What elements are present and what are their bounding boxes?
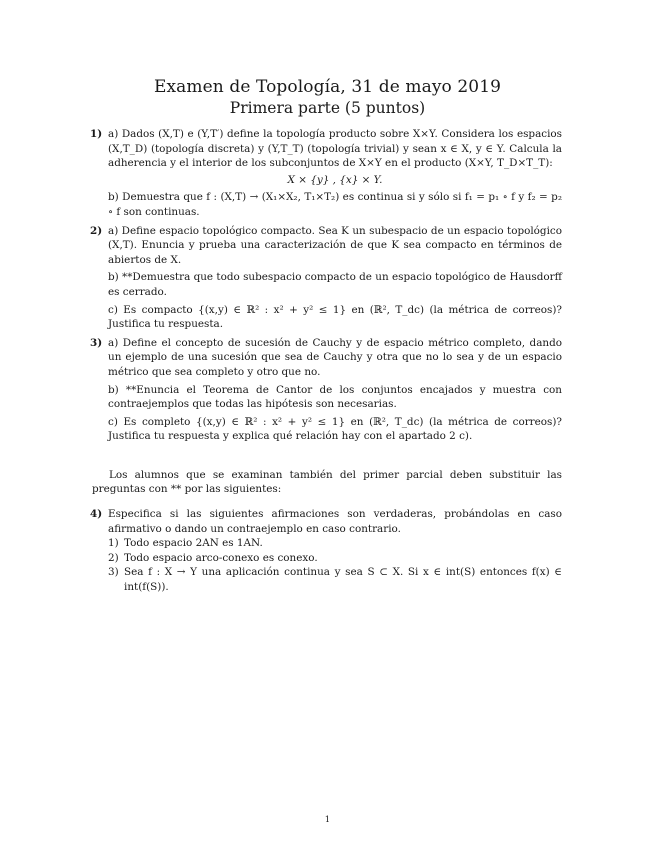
page-title: Examen de Topología, 31 de mayo 2019 <box>153 77 502 97</box>
statement-text: Todo espacio arco-conexo es conexo. <box>124 551 318 564</box>
exam-content <box>92 127 562 595</box>
question-1b: b) Demuestra que f : (X,T) → (X₁×X₂, T₁×T₂) es continua si y sólo si f₁ = p₁ ∘ f y f₂ = p₂ ∘ f son continuas. <box>108 191 562 218</box>
question-number: 4) <box>90 508 103 521</box>
statement-item <box>108 536 562 551</box>
question-number: 3) <box>90 336 103 349</box>
statement-item <box>108 565 562 594</box>
question-3b: b) **Enuncia el Teorema de Cantor de los conjuntos encajados y muestra con contraejemplos que todas las hipótesis son necesarias. <box>108 383 562 411</box>
question-number: 2) <box>90 224 103 237</box>
statement-item <box>108 551 562 566</box>
spacer <box>92 497 562 507</box>
formula-subsets: X × {y} , {x} × Y. <box>287 173 383 186</box>
question-3c: c) Es completo {(x,y) ∈ ℝ² : x² + y² ≤ 1} en (ℝ², T_dc) (la métrica de correos)? Justifica tu respuesta y explica qué relación hay con el apartado 2 c). <box>108 415 562 443</box>
page-number: 1 <box>324 815 331 825</box>
question-2c: c) Es compacto {(x,y) ∈ ℝ² : x² + y² ≤ 1} en (ℝ², T_dc) (la métrica de correos)? Justifica tu respuesta. <box>108 303 562 331</box>
question-4 <box>92 507 562 595</box>
statement-text: Todo espacio 2AN es 1AN. <box>124 537 263 550</box>
statement-number: 1) <box>108 537 119 550</box>
question-1a: a) Dados (X,T) e (Y,T′) define la topología producto sobre X×Y. Considera los espacios (X,T_D) (topología discreta) y (Y,T_T) (topología trivial) y sean x ∈ X, y ∈ Y. Calcula la adherencia y el interior de los subconjuntos de X×Y en el producto (X×Y, T_D×T_T): <box>108 128 562 170</box>
statement-number: 3) <box>108 566 119 579</box>
question-3a: a) Define el concepto de sucesión de Cauchy y de espacio métrico completo, dando un ejemplo de una sucesión que sea de Cauchy y otra que no lo sea y de un espacio métrico que sea completo y otro que no. <box>108 336 562 378</box>
question-number: 1) <box>90 128 103 140</box>
question-2b: b) **Demuestra que todo subespacio compacto de un espacio topológico de Hausdorff es cerrado. <box>108 271 562 298</box>
question-4-intro: Especifica si las siguientes afirmaciones son verdaderas, probándolas en caso afirmativo o dando un contraejemplo en caso contrario. <box>108 508 562 535</box>
spacer <box>92 444 562 468</box>
question-1 <box>92 127 562 220</box>
instructions-note: Los alumnos que se examinan también del primer parcial deben substituir las preguntas con ** por las siguientes: <box>92 468 562 496</box>
statement-text: Sea f : X → Y una aplicación continua y sea S ⊂ X. Si x ∈ int(S) entonces f(x) ∈ int(f(S)). <box>124 566 562 594</box>
question-2a: a) Define espacio topológico compacto. Sea K un subespacio de un espacio topológico (X,T). Enuncia y prueba una caracterización de que K sea compacto en términos de abiertos de X. <box>108 224 562 266</box>
question-2 <box>92 224 562 332</box>
statement-number: 2) <box>108 551 119 564</box>
question-3 <box>92 336 562 444</box>
page-subtitle: Primera parte (5 puntos) <box>229 99 426 117</box>
statement-list <box>108 536 562 594</box>
